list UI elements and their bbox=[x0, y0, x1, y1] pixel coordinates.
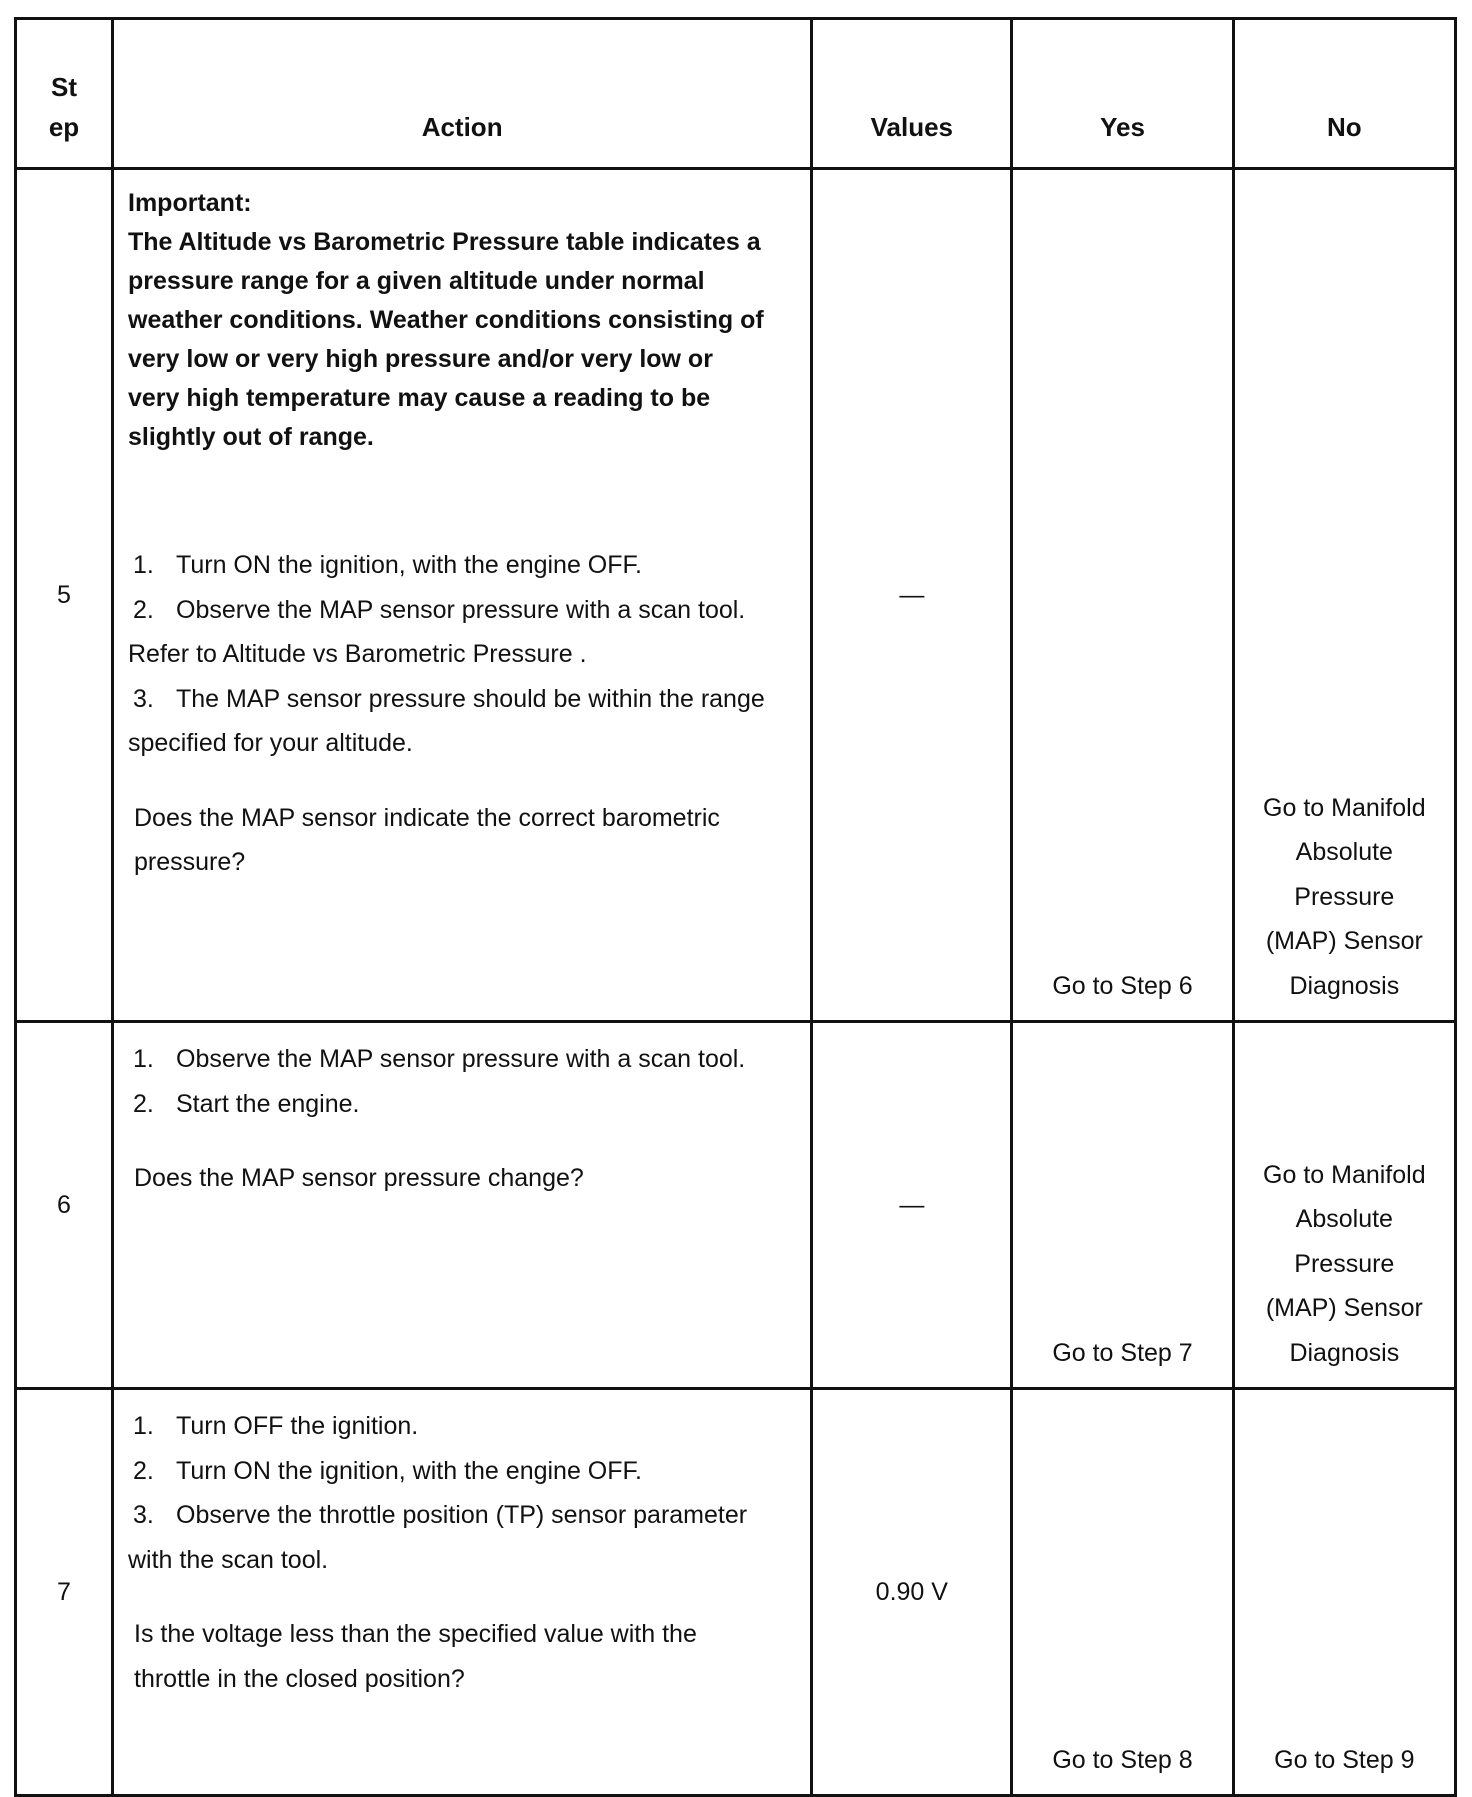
list-item bbox=[128, 1493, 770, 1582]
value-cell: — bbox=[812, 1022, 1012, 1389]
table-row bbox=[16, 1389, 1456, 1796]
action-cell bbox=[113, 1022, 812, 1389]
table-row bbox=[16, 1022, 1456, 1389]
list-number: 2. bbox=[133, 1456, 154, 1485]
step-number: 7 bbox=[16, 1389, 113, 1796]
list-number: 3. bbox=[133, 684, 154, 713]
list-number: 1. bbox=[133, 1045, 154, 1073]
list-item bbox=[128, 1449, 770, 1494]
list-text: Turn OFF the ignition. bbox=[176, 1412, 419, 1440]
list-text: Turn ON the ignition, with the engine OFF. bbox=[176, 551, 642, 579]
question-text: Is the voltage less than the specified value with the throttle in the closed position? bbox=[134, 1620, 697, 1693]
list-item bbox=[128, 588, 770, 677]
no-link[interactable]: Go to Manifold Absolute Pressure (MAP) Sensor Diagnosis bbox=[1263, 793, 1426, 1000]
important-note bbox=[128, 184, 770, 457]
header-yes: Yes bbox=[1012, 19, 1233, 169]
list-item bbox=[128, 1082, 770, 1127]
list-number: 2. bbox=[133, 595, 154, 624]
important-text: The Altitude vs Barometric Pressure table indicates a pressure range for a given altitude under normal weather conditions. Weather conditions consisting of very low or very high pressure and/or very low or very high temperature may cause a reading to be slightly out of range. bbox=[128, 228, 764, 451]
value-cell: — bbox=[812, 169, 1012, 1022]
list-text: Start the engine. bbox=[176, 1089, 360, 1118]
question-text: Does the MAP sensor pressure change? bbox=[134, 1164, 584, 1192]
list-number: 3. bbox=[133, 1501, 154, 1529]
yes-link[interactable]: Go to Step 6 bbox=[1012, 169, 1233, 1022]
list-text: Turn ON the ignition, with the engine OFF. bbox=[176, 1456, 642, 1485]
action-cell bbox=[113, 1389, 812, 1796]
header-no: No bbox=[1233, 19, 1455, 169]
list-number: 2. bbox=[133, 1089, 154, 1118]
header-action: Action bbox=[113, 19, 812, 169]
important-label: Important: bbox=[128, 189, 252, 217]
list-number: 1. bbox=[133, 551, 154, 579]
list-number: 1. bbox=[133, 1412, 154, 1440]
list-text: The MAP sensor pressure should be within the range specified for your altitude. bbox=[128, 684, 765, 757]
list-item bbox=[128, 677, 770, 766]
list-text: Observe the MAP sensor pressure with a scan tool. bbox=[176, 1045, 746, 1073]
list-text: Observe the throttle position (TP) sensor parameter with the scan tool. bbox=[128, 1501, 748, 1574]
yes-link[interactable]: Go to Step 8 bbox=[1012, 1389, 1233, 1796]
table-row bbox=[16, 169, 1456, 1022]
list-item bbox=[128, 543, 770, 588]
yes-link[interactable]: Go to Step 7 bbox=[1012, 1022, 1233, 1389]
no-cell bbox=[1233, 1022, 1455, 1389]
step-number: 6 bbox=[16, 1022, 113, 1389]
no-link[interactable]: Go to Manifold Absolute Pressure (MAP) Sensor Diagnosis bbox=[1263, 1160, 1426, 1367]
header-step: St ep bbox=[16, 19, 113, 169]
header-values: Values bbox=[812, 19, 1012, 169]
no-cell bbox=[1233, 169, 1455, 1022]
diagnostic-table bbox=[14, 17, 1457, 1797]
action-cell bbox=[113, 169, 812, 1022]
header-row bbox=[16, 19, 1456, 169]
list-text: Observe the MAP sensor pressure with a scan tool. Refer to Altitude vs Barometric Pressure . bbox=[128, 595, 746, 668]
value-cell: 0.90 V bbox=[812, 1389, 1012, 1796]
list-item bbox=[128, 1404, 770, 1449]
step-number: 5 bbox=[16, 169, 113, 1022]
no-link[interactable]: Go to Step 9 bbox=[1233, 1389, 1455, 1796]
list-item bbox=[128, 1037, 770, 1082]
question-text: Does the MAP sensor indicate the correct barometric pressure? bbox=[134, 803, 720, 876]
